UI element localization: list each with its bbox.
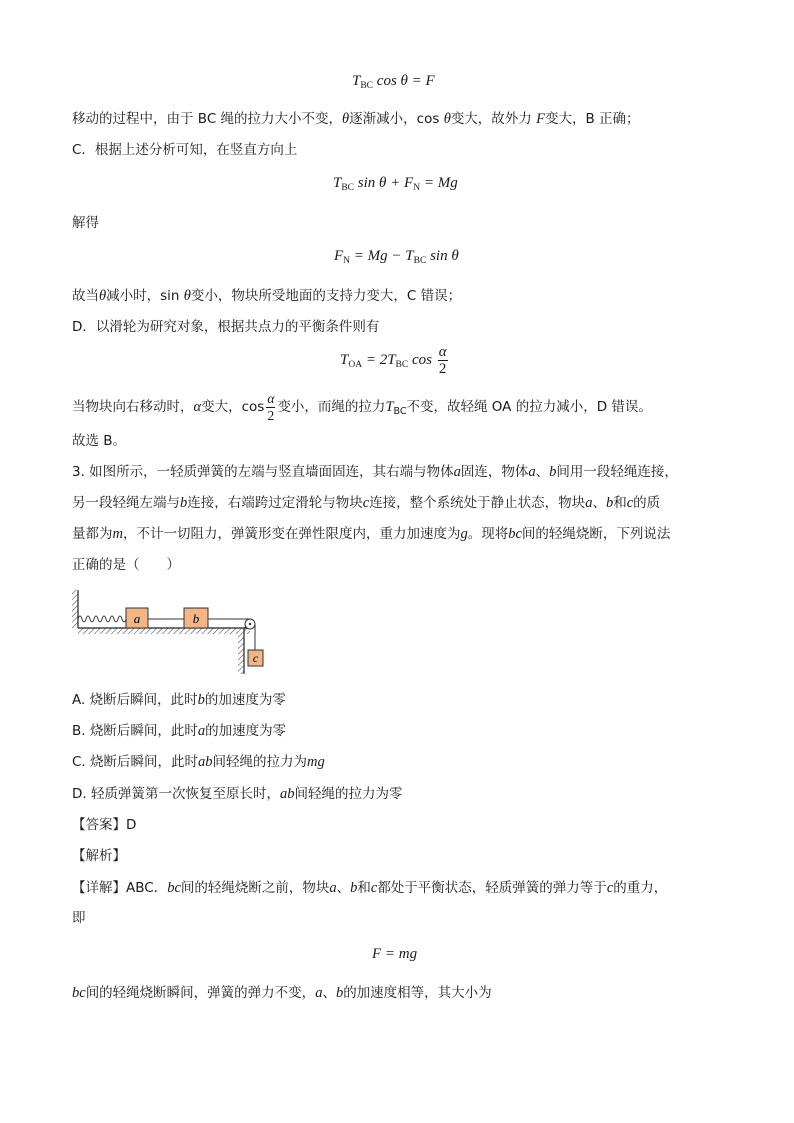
text: 连接，右端跨过定滑轮与物块	[187, 495, 363, 511]
math: = Mg	[420, 175, 458, 191]
option-a	[72, 690, 286, 710]
text: 的加速度相等，其大小为	[343, 985, 492, 1001]
eq1-symbol: T	[352, 73, 361, 89]
math: F	[372, 946, 382, 962]
text: 当物块向右移动时，	[72, 399, 194, 415]
answer: 【答案】D	[72, 817, 137, 833]
text: 间用一段轻绳连接，	[556, 464, 678, 480]
detail-line-1	[72, 878, 667, 898]
eq1-rest: cos θ = F	[373, 73, 435, 89]
denominator: 2	[438, 361, 447, 377]
block-c-label: c	[252, 651, 259, 665]
math: b	[335, 985, 344, 1001]
text: 的加速度为零	[205, 723, 287, 739]
math: c	[370, 880, 378, 896]
math: ab	[279, 786, 295, 802]
fraction-alpha-2	[266, 391, 275, 424]
text: 间轻绳的拉力为零	[294, 786, 403, 802]
text: 变大，cos	[201, 399, 265, 415]
text: 【详解】ABC．	[72, 880, 168, 896]
math: b	[605, 495, 614, 511]
text: B. 烧断后瞬间，此时	[72, 723, 198, 739]
math: b	[549, 464, 557, 480]
math: = mg	[381, 946, 418, 962]
fraction-alpha-2	[438, 344, 448, 377]
text: 间轻绳的拉力为	[212, 754, 308, 770]
equation-2	[333, 172, 458, 199]
text: 间的轻绳烧断，下列说法	[521, 526, 671, 542]
text: 连接，整个系统处于静止状态，物块	[369, 495, 586, 511]
question-3-line-3	[72, 524, 670, 544]
text: 的重力，	[613, 880, 668, 896]
math: g	[460, 526, 468, 542]
text: 量都为	[72, 526, 113, 542]
subscript: N	[343, 256, 351, 266]
math: c	[606, 880, 614, 896]
text: 变大，故外力	[450, 111, 537, 127]
subscript: BC	[393, 406, 407, 417]
detail-line-2: 即	[72, 910, 86, 926]
math: c	[626, 495, 634, 511]
option-d	[72, 784, 402, 804]
text: 的加速度为零	[204, 692, 286, 708]
math: a	[528, 464, 536, 480]
math: m	[112, 526, 123, 542]
math: b	[350, 880, 358, 896]
subscript: N	[413, 183, 421, 193]
math: T	[385, 399, 394, 415]
text: D. 轻质弹簧第一次恢复至原长时，	[72, 786, 280, 802]
math: F	[334, 248, 344, 264]
text: 移动的过程中，由于 BC 绳的拉力大小不变，	[72, 111, 343, 127]
question-3-line-1	[72, 462, 678, 482]
math: F	[536, 111, 545, 127]
text: 逐渐减小，cos	[349, 111, 444, 127]
text: 变大，B 正确；	[544, 111, 640, 127]
last-line	[72, 983, 492, 1003]
text: A. 烧断后瞬间，此时	[72, 692, 198, 708]
question-3-line-2	[72, 493, 660, 513]
equation-1	[352, 70, 435, 97]
text: 、	[336, 880, 351, 896]
option-c	[72, 752, 325, 772]
text: 固连，物体	[460, 464, 529, 480]
numerator: α	[438, 344, 447, 360]
math: bc	[508, 526, 522, 542]
text: 、	[592, 495, 606, 511]
text: 和	[357, 880, 371, 896]
spring-block-pulley-figure	[72, 588, 272, 674]
math: α	[193, 399, 202, 415]
wall-hatch	[72, 590, 78, 628]
math: θ	[99, 288, 107, 304]
math: T	[340, 351, 349, 368]
math: = 2T	[362, 351, 396, 368]
numerator: α	[267, 390, 275, 406]
option-b	[72, 721, 286, 741]
paragraph-3: 解得	[72, 215, 99, 231]
question-3-line-4: 正确的是（ ）	[72, 557, 180, 573]
text: 3. 如图所示，一轻质弹簧的左端与竖直墙面固连，其右端与物体	[72, 464, 454, 480]
subscript: BC	[341, 183, 355, 193]
text: C. 烧断后瞬间，此时	[72, 754, 199, 770]
math: a	[453, 464, 461, 480]
math: cos	[408, 351, 432, 368]
math: c	[362, 495, 370, 511]
math: a	[315, 985, 323, 1001]
table-edge-hatch	[238, 634, 244, 674]
subscript: BC	[395, 359, 409, 370]
math: bc	[167, 880, 181, 896]
math: mg	[307, 754, 325, 770]
subscript: OA	[348, 359, 363, 370]
math: = Mg − T	[350, 248, 414, 264]
eq1-subscript: BC	[360, 81, 374, 91]
math: b	[180, 495, 188, 511]
pulley-axle	[249, 623, 251, 625]
equation-4	[340, 344, 450, 377]
math: sin θ + F	[354, 175, 414, 191]
math: T	[333, 175, 342, 191]
math: a	[197, 723, 206, 739]
math: θ	[342, 111, 350, 127]
denominator: 2	[267, 407, 275, 423]
floor-hatch	[78, 628, 250, 634]
equation-3	[334, 245, 459, 272]
equation-5	[372, 943, 417, 965]
text: 的质	[633, 495, 661, 511]
text: 间的轻绳烧断之前，物块	[180, 880, 330, 896]
math: b	[197, 692, 205, 708]
text: 和	[613, 495, 627, 511]
subscript: BC	[413, 256, 427, 266]
text: 。现将	[467, 526, 509, 542]
text: 、	[322, 985, 336, 1001]
paragraph-5: D．以滑轮为研究对象，根据共点力的平衡条件则有	[72, 319, 380, 335]
paragraph-4	[72, 286, 461, 306]
block-b-label: b	[192, 611, 200, 626]
math: a	[585, 495, 593, 511]
math: ab	[198, 754, 213, 770]
spring	[78, 616, 130, 622]
math: θ	[443, 111, 451, 127]
text: 减小时，sin	[106, 288, 184, 304]
text: ，不计一切阻力，弹簧形变在弹性限度内，重力加速度为	[122, 526, 461, 542]
math: a	[329, 880, 337, 896]
paragraph-7: 故选 B。	[72, 433, 127, 449]
analysis-heading: 【解析】	[72, 848, 126, 864]
text: 不变，故轻绳 OA 的拉力减小，D 错误。	[406, 399, 652, 415]
text: 、	[535, 464, 550, 480]
paragraph-6	[72, 390, 652, 429]
math: θ	[183, 288, 191, 304]
text: 故当	[72, 288, 99, 304]
text: 变小，而绳的拉力	[277, 399, 386, 415]
paragraph-2: C．根据上述分析可知，在竖直方向上	[72, 142, 298, 158]
text: 变小，物块所受地面的支持力变大，C 错误；	[190, 288, 462, 304]
math: bc	[72, 985, 86, 1001]
text: 间的轻绳烧断瞬间，弹簧的弹力不变，	[85, 985, 316, 1001]
text: 都处于平衡状态，轻质弹簧的弹力等于	[377, 880, 607, 896]
block-a-label: a	[133, 611, 141, 626]
text: 另一段轻绳左端与	[72, 495, 180, 511]
paragraph-1	[72, 109, 640, 129]
math: sin θ	[426, 248, 459, 264]
